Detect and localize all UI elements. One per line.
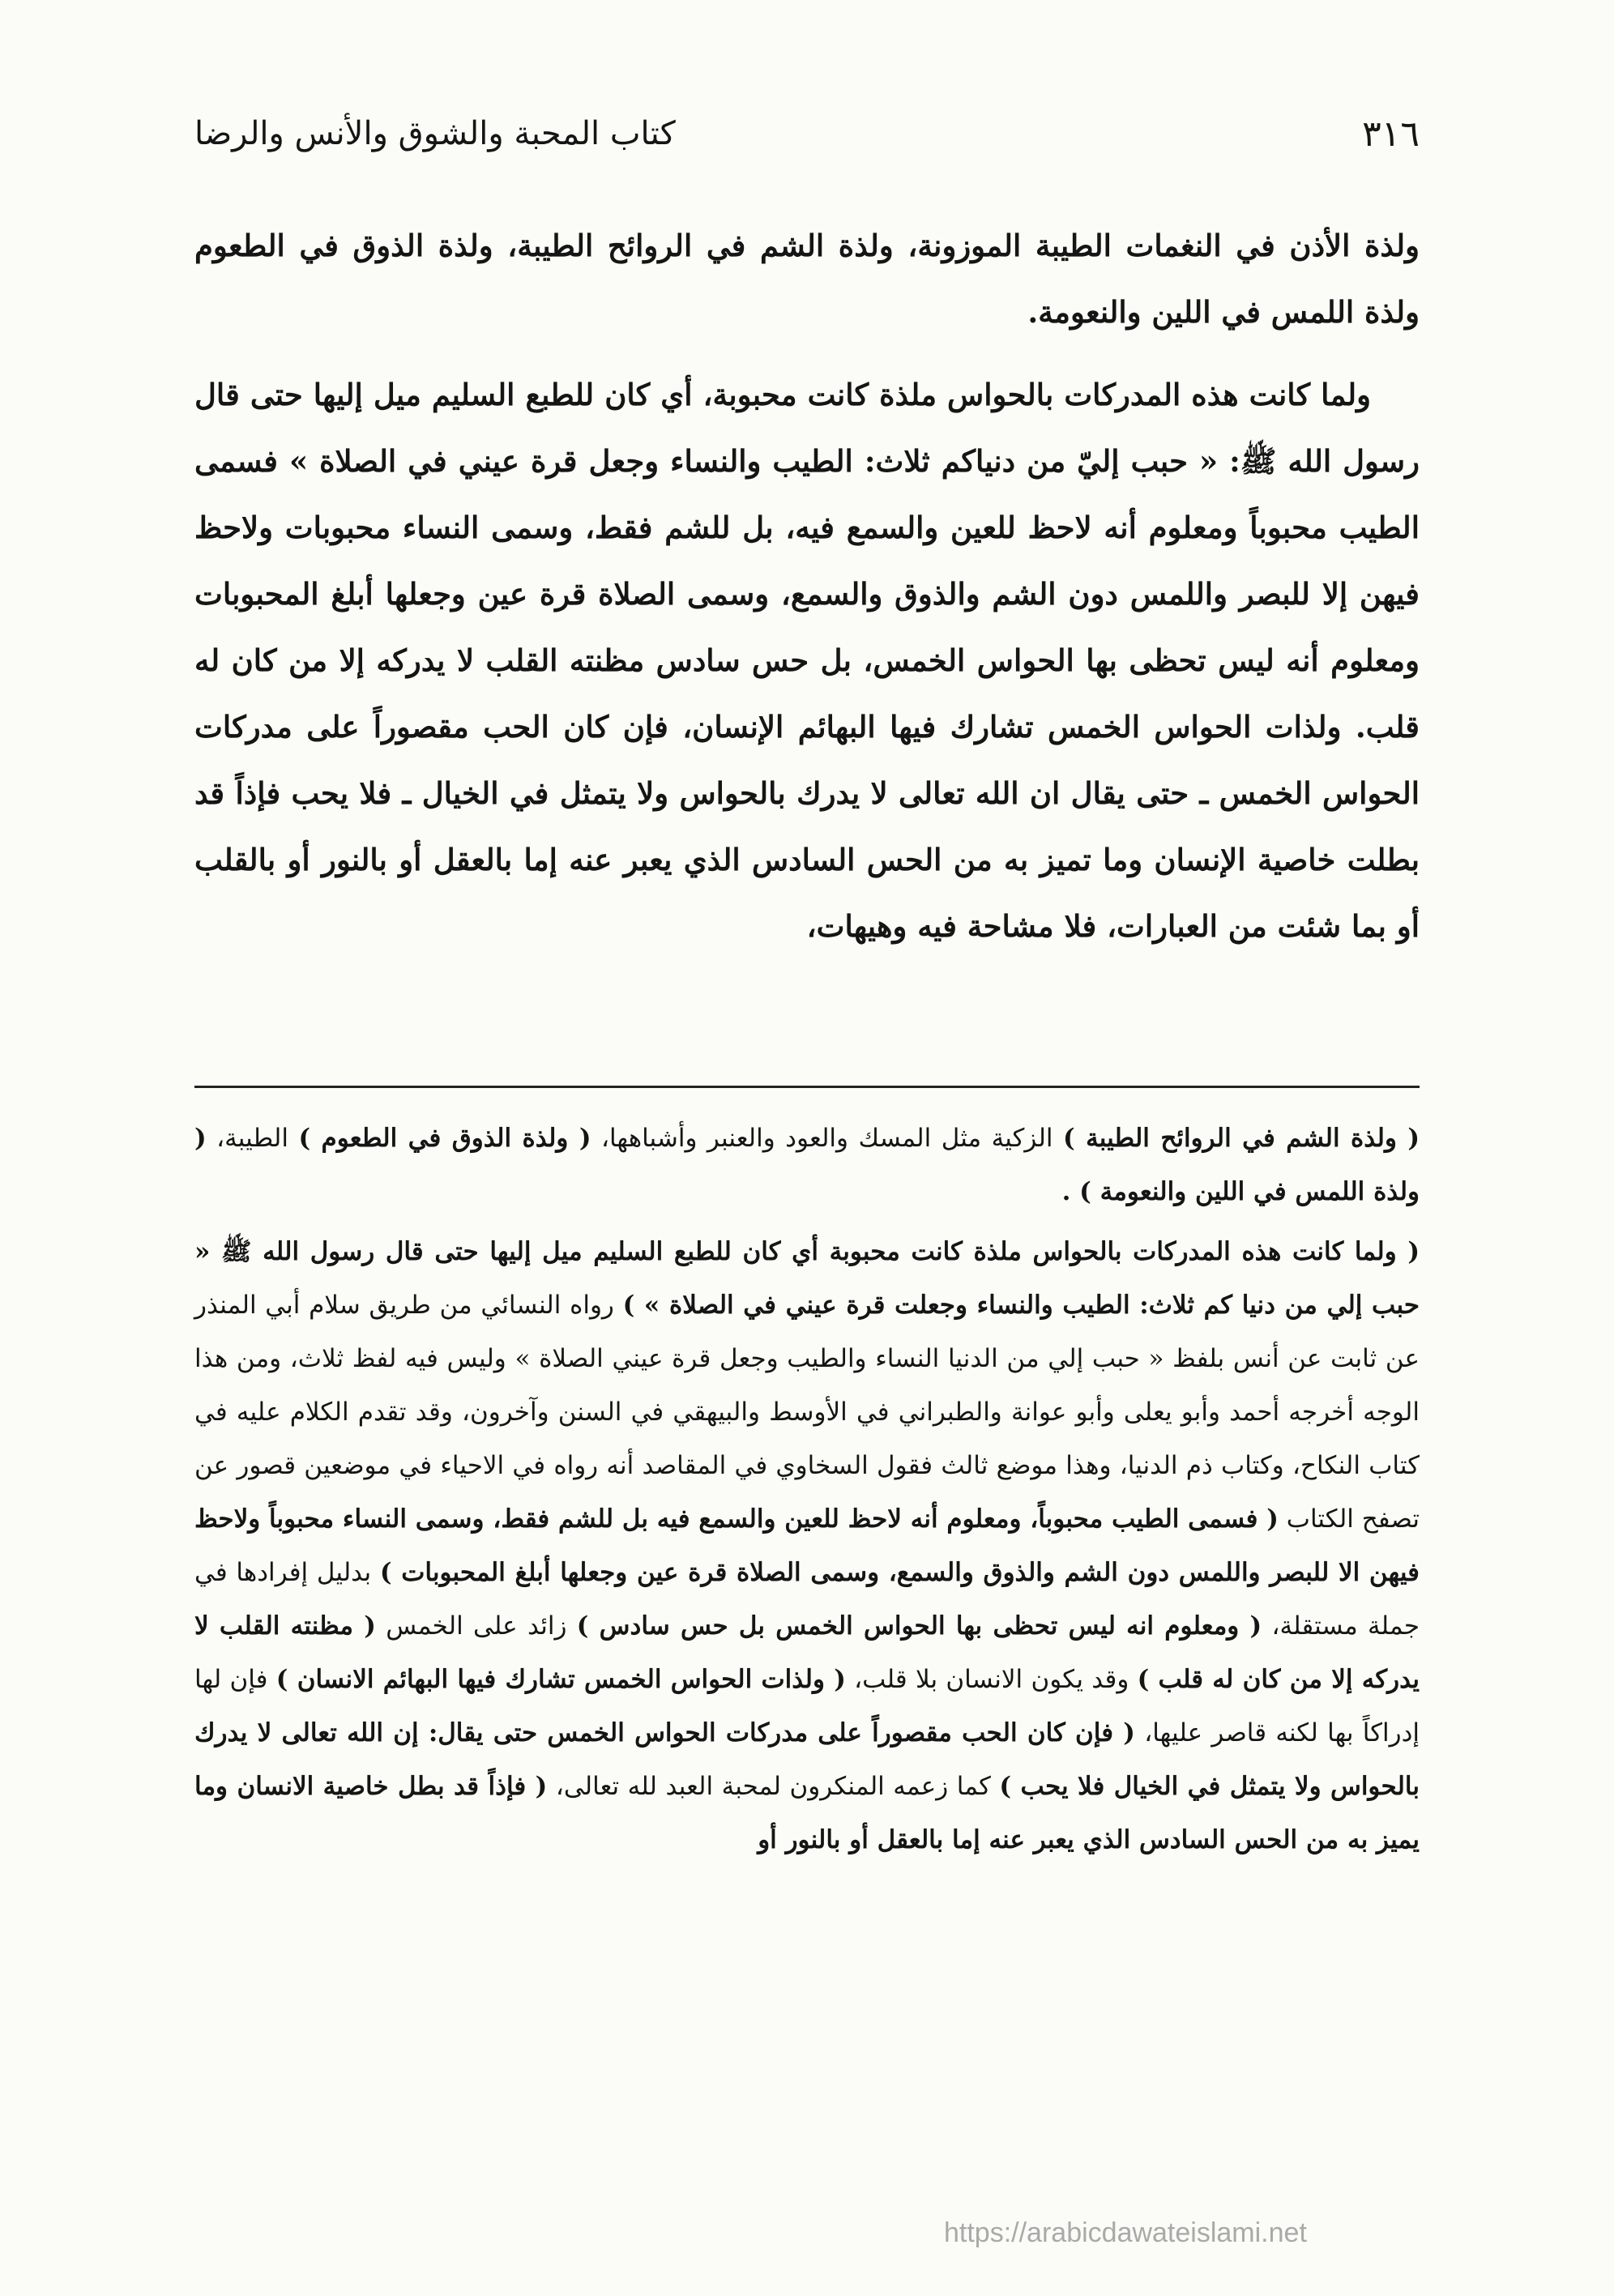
quoted-matn: ( فسمى الطيب محبوباً، ومعلوم أنه لاحظ للعين والسمع فيه بل للشم فقط، وسمى النساء محبوباً ولاحظ فيهن الا للبصر واللمس دون الشم والذوق والسمع، وسمى الصلاة قرة عين وجعلها أبلغ المحبوبات )	[194, 1504, 1420, 1587]
quoted-matn: ( ومعلوم انه ليس تحظى بها الحواس الخمس بل حس سادس )	[576, 1611, 1262, 1641]
commentary-text: وقد يكون الانسان بلا قلب،	[845, 1665, 1138, 1694]
commentary-paragraph	[194, 1112, 1420, 1218]
quoted-matn: ( ولذة الشم في الروائح الطيبة )	[1063, 1124, 1420, 1153]
main-paragraph: ولذة الأذن في النغمات الطيبة الموزونة، ولذة الشم في الروائح الطيبة، ولذة الذوق في الطعوم ولذة اللمس في اللين والنعومة.	[194, 228, 1420, 330]
commentary-text: بدليل إفرادها في جملة مستقلة،	[194, 1558, 1420, 1641]
commentary-text: الزكية مثل المسك والعود والعنبر وأشباهها،	[591, 1124, 1064, 1153]
quoted-matn: ( فإذاً قد بطل خاصية الانسان وما يميز به من الحس السادس الذي يعبر عنه إما بالعقل أو بالنور أو	[194, 1772, 1420, 1854]
commentary-text: زائد على الخمس	[375, 1611, 577, 1641]
quoted-matn: ( مظنته القلب لا يدركه إلا من كان له قلب )	[194, 1611, 1420, 1694]
quoted-matn: ( ولذة الذوق في الطعوم )	[298, 1124, 591, 1153]
commentary-text: فإن لها إدراكاً بها لكنه قاصر عليها،	[194, 1665, 1420, 1748]
commentary-text: الطيبة،	[206, 1124, 299, 1153]
quoted-matn: ( ولذات الحواس الخمس تشارك فيها البهائم الانسان )	[275, 1665, 846, 1694]
commentary	[194, 1112, 1420, 1867]
page-header	[194, 97, 1420, 170]
commentary-paragraph	[194, 1225, 1420, 1867]
commentary-text: رواه النسائي من طريق سلام أبي المنذر عن ثابت عن أنس بلفظ « حبب إلي من الدنيا النساء والطيب وجعل قرة عيني الصلاة » وليس فيه لفظ ثلاث، ومن هذا الوجه أخرجه أحمد وأبو يعلى وأبو عوانة والطبراني في الأوسط والبيهقي في السنن وآخرون، وقد تقدم الكلام عليه في كتاب النكاح، وكتاب ذم الدنيا، وهذا موضع ثالث فقول السخاوي في المقاصد أنه رواه في الاحياء في موضعين قصور عن تصفح الكتاب	[194, 1291, 1420, 1534]
running-title: كتاب المحبة والشوق والأنس والرضا	[194, 115, 676, 152]
footnote-separator	[194, 1086, 1420, 1088]
page-number: ٣١٦	[1362, 113, 1420, 155]
quoted-matn: ( ولذة اللمس في اللين والنعومة ) .	[194, 1124, 1420, 1206]
commentary-text: كما زعمه المنكرون لمحبة العبد لله تعالى،	[547, 1772, 1000, 1801]
main-text	[194, 212, 1420, 959]
watermark: https://arabicdawateislami.net	[944, 2217, 1307, 2248]
quoted-matn: ( ولما كانت هذه المدركات بالحواس ملذة كانت محبوبة أي كان للطبع السليم ميل إليها حتى قال رسول الله ﷺ « حبب إلي من دنيا كم ثلاث: الطيب والنساء وجعلت قرة عيني في الصلاة » )	[194, 1237, 1420, 1320]
quoted-matn: ( فإن كان الحب مقصوراً على مدركات الحواس الخمس حتى يقال: إن الله تعالى لا يدرك بالحواس ولا يتمثل في الخيال فلا يحب )	[194, 1718, 1420, 1801]
main-paragraph: ولما كانت هذه المدركات بالحواس ملذة كانت محبوبة، أي كان للطبع السليم ميل إليها حتى قال رسول الله ﷺ: « حبب إليّ من دنياكم ثلاث: الطيب والنساء وجعل قرة عيني في الصلاة » فسمى الطيب محبوباً ومعلوم أنه لاحظ للعين والسمع فيه، بل للشم فقط، وسمى النساء محبوبات ولاحظ فيهن إلا للبصر واللمس دون الشم والذوق والسمع، وسمى الصلاة قرة عين وجعلها أبلغ المحبوبات ومعلوم أنه ليس تحظى بها الحواس الخمس، بل حس سادس مظنته القلب لا يدركه إلا من كان له قلب. ولذات الحواس الخمس تشارك فيها البهائم الإنسان، فإن كان الحب مقصوراً على مدركات الحواس الخمس ـ حتى يقال ان الله تعالى لا يدرك بالحواس ولا يتمثل في الخيال ـ فلا يحب فإذاً قد بطلت خاصية الإنسان وما تميز به من الحس السادس الذي يعبر عنه إما بالعقل أو بالنور أو بالقلب أو بما شئت من العبارات، فلا مشاحة فيه وهيهات،	[194, 377, 1420, 944]
